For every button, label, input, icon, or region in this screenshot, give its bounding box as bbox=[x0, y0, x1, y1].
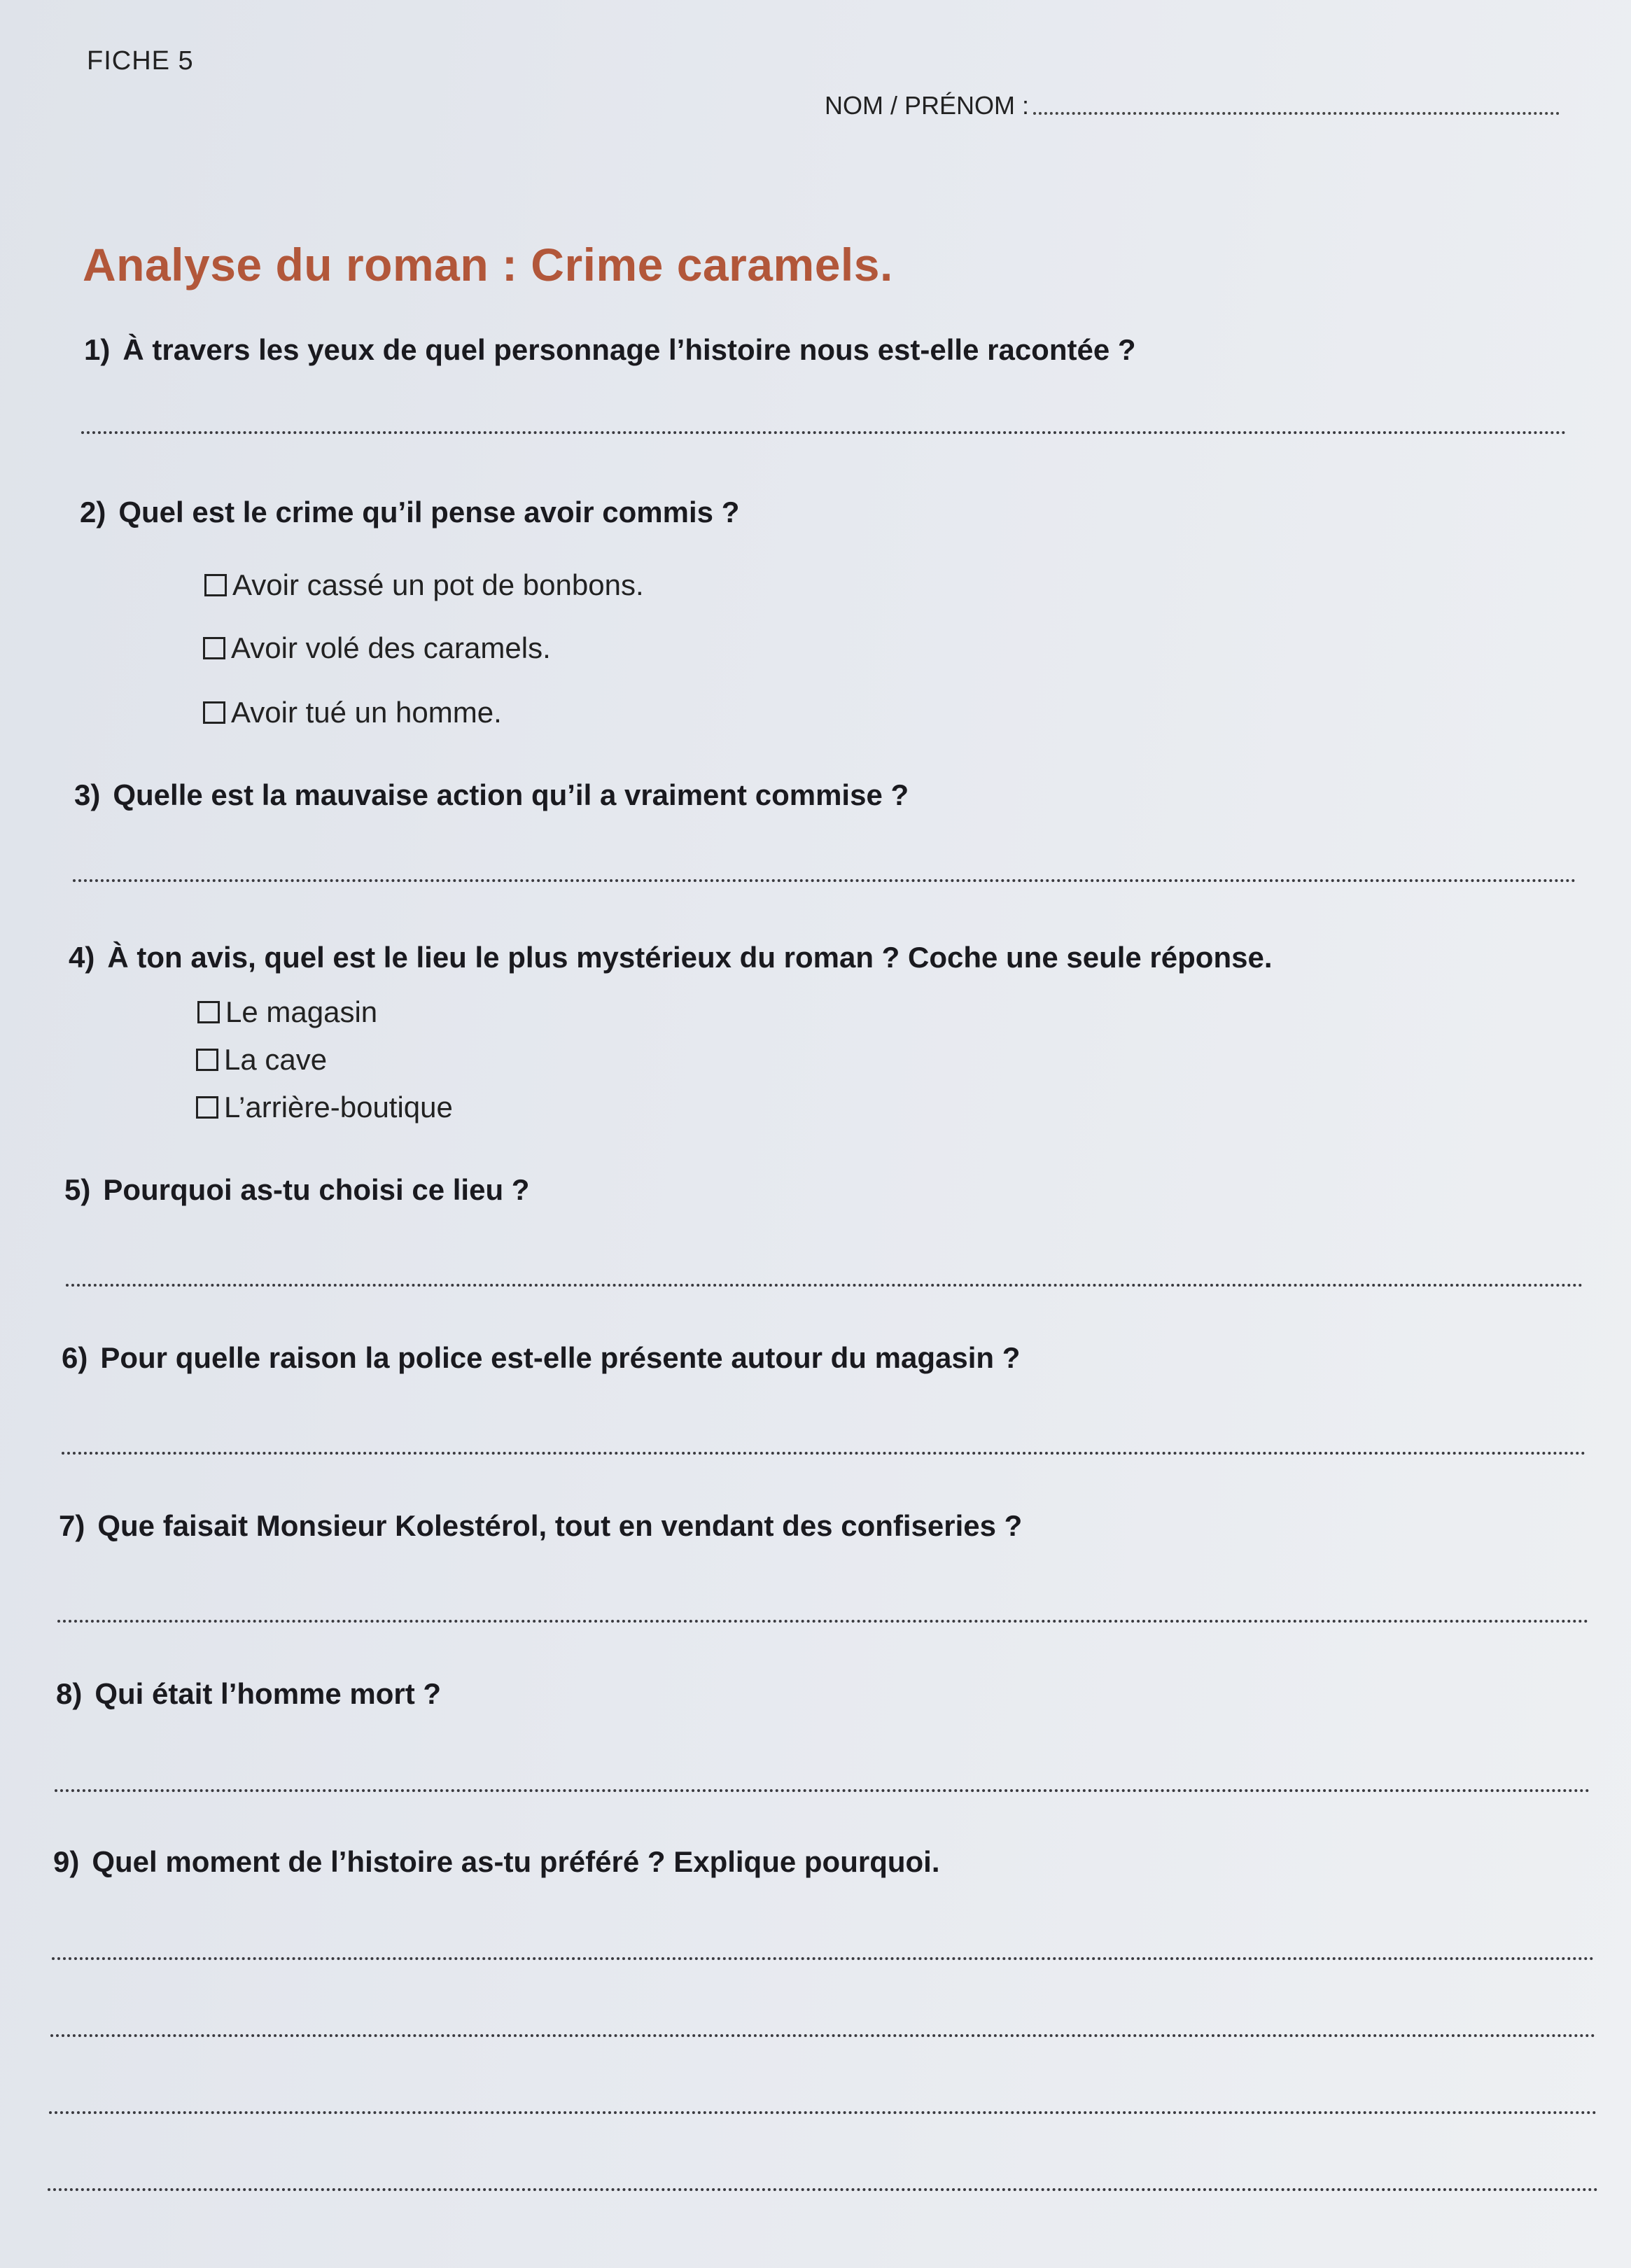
checkbox[interactable] bbox=[197, 1001, 220, 1023]
option-q4-2[interactable] bbox=[196, 1043, 327, 1077]
question-number: 2) bbox=[80, 496, 106, 528]
option-label: Avoir volé des caramels. bbox=[231, 631, 551, 664]
checkbox[interactable] bbox=[203, 701, 225, 724]
answer-line[interactable] bbox=[62, 1452, 1586, 1455]
question-number: 1) bbox=[84, 333, 111, 366]
question-9 bbox=[53, 1845, 940, 1879]
checkbox[interactable] bbox=[204, 574, 227, 596]
question-3 bbox=[74, 778, 909, 812]
answer-line[interactable] bbox=[48, 2188, 1599, 2191]
name-dotted-line[interactable] bbox=[1033, 112, 1560, 115]
option-label: Le magasin bbox=[225, 995, 378, 1028]
option-label: La cave bbox=[224, 1043, 328, 1076]
question-4 bbox=[69, 941, 1273, 974]
question-5 bbox=[64, 1173, 529, 1207]
question-7 bbox=[59, 1509, 1022, 1543]
question-text: Quel moment de l’histoire as-tu préféré ? Explique pourquoi. bbox=[92, 1845, 940, 1878]
checkbox[interactable] bbox=[196, 1096, 218, 1119]
question-text: Qui était l’homme mort ? bbox=[94, 1677, 442, 1710]
question-6 bbox=[62, 1341, 1020, 1375]
sheet-number: FICHE 5 bbox=[87, 46, 194, 76]
answer-line[interactable] bbox=[52, 1957, 1595, 1960]
question-number: 4) bbox=[69, 941, 95, 974]
question-number: 6) bbox=[62, 1341, 88, 1374]
answer-line[interactable] bbox=[57, 1620, 1589, 1623]
question-text: À travers les yeux de quel personnage l’histoire nous est-elle racontée ? bbox=[122, 333, 1136, 366]
option-label: Avoir cassé un pot de bonbons. bbox=[232, 568, 644, 601]
option-label: L’arrière-boutique bbox=[224, 1091, 453, 1124]
option-label: Avoir tué un homme. bbox=[231, 696, 502, 729]
question-number: 9) bbox=[53, 1845, 80, 1878]
question-8 bbox=[56, 1677, 441, 1711]
question-text: Pourquoi as-tu choisi ce lieu ? bbox=[103, 1173, 530, 1206]
option-q4-3[interactable] bbox=[196, 1091, 453, 1124]
option-q2-1[interactable] bbox=[204, 568, 644, 602]
question-text: Quel est le crime qu’il pense avoir commis ? bbox=[118, 496, 740, 528]
question-text: À ton avis, quel est le lieu le plus mystérieux du roman ? Coche une seule réponse. bbox=[107, 941, 1273, 974]
checkbox[interactable] bbox=[196, 1049, 218, 1071]
question-2 bbox=[80, 496, 739, 529]
answer-line[interactable] bbox=[81, 431, 1567, 434]
answer-line[interactable] bbox=[50, 2034, 1596, 2037]
answer-line[interactable] bbox=[73, 879, 1576, 882]
question-number: 5) bbox=[64, 1173, 91, 1206]
option-q2-3[interactable] bbox=[203, 696, 502, 729]
answer-line[interactable] bbox=[55, 1789, 1590, 1792]
question-number: 8) bbox=[56, 1677, 83, 1710]
question-1 bbox=[84, 333, 1136, 367]
answer-line[interactable] bbox=[49, 2111, 1597, 2114]
question-text: Pour quelle raison la police est-elle présente autour du magasin ? bbox=[100, 1341, 1021, 1374]
name-field[interactable] bbox=[825, 91, 1560, 120]
question-text: Quelle est la mauvaise action qu’il a vraiment commise ? bbox=[113, 778, 909, 811]
option-q4-1[interactable] bbox=[197, 995, 377, 1029]
worksheet-title: Analyse du roman : Crime caramels. bbox=[83, 239, 893, 290]
question-text: Que faisait Monsieur Kolestérol, tout en vendant des confiseries ? bbox=[97, 1509, 1023, 1542]
checkbox[interactable] bbox=[203, 637, 225, 659]
option-q2-2[interactable] bbox=[203, 631, 551, 665]
question-number: 7) bbox=[59, 1509, 85, 1542]
answer-line[interactable] bbox=[66, 1284, 1583, 1287]
question-number: 3) bbox=[74, 778, 101, 811]
name-label: NOM / PRÉNOM : bbox=[825, 91, 1030, 120]
